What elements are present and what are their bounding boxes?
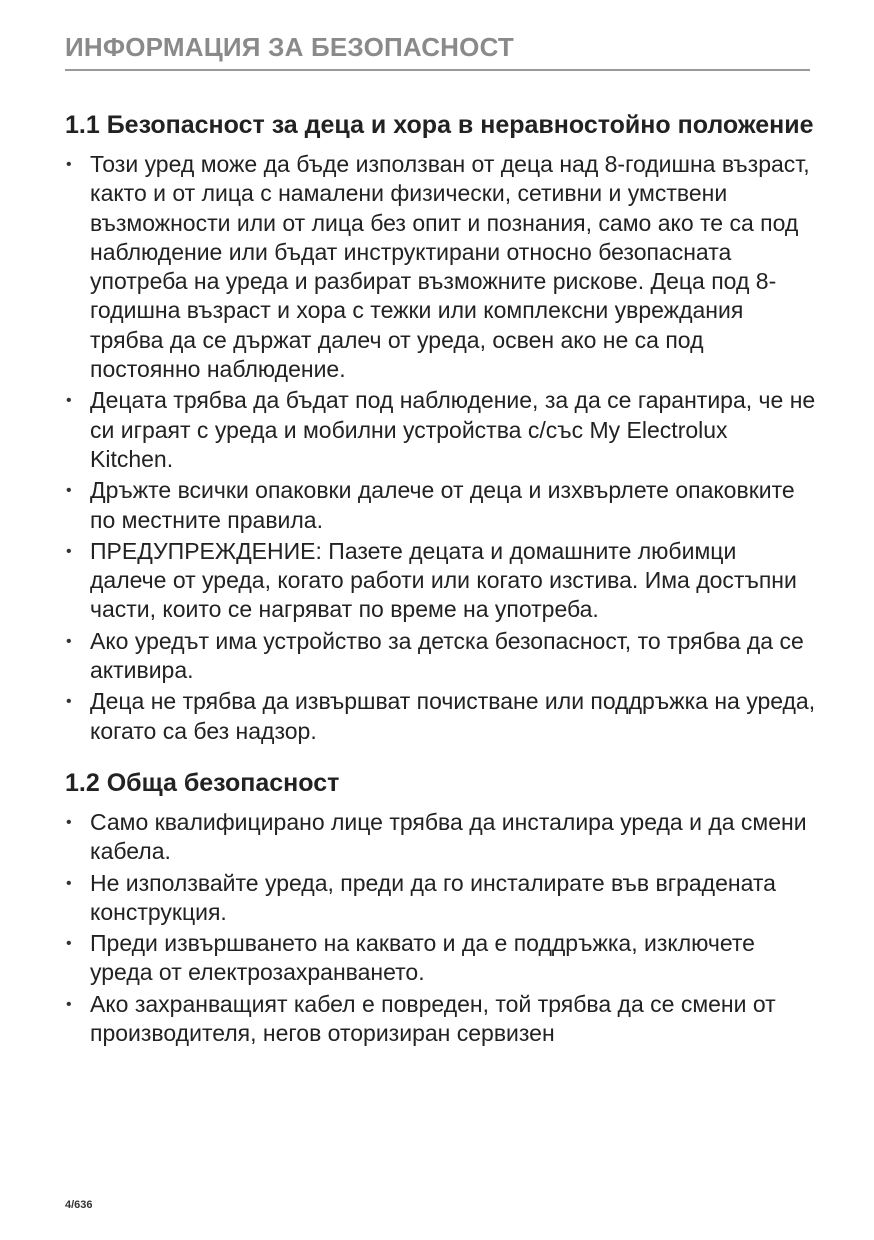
section-general-safety bbox=[65, 768, 817, 1048]
section-title: 1.1 Безопасност за деца и хора в неравностойно положение bbox=[65, 111, 814, 139]
bullet-icon: • bbox=[66, 156, 72, 173]
bullet-list bbox=[65, 150, 817, 746]
list-item bbox=[65, 627, 817, 686]
list-item bbox=[65, 687, 817, 746]
list-item bbox=[65, 929, 817, 988]
list-item bbox=[65, 150, 817, 384]
list-item-text: Само квалифицирано лице трябва да инсталира уреда и да смени кабела. bbox=[90, 808, 807, 865]
list-item-text: Ако захранващият кабел е повреден, той трябва да се смени от производителя, негов оторизиран сервизен bbox=[90, 990, 776, 1047]
bullet-icon: • bbox=[66, 813, 72, 831]
list-item bbox=[65, 386, 817, 474]
list-item-text: Ако уредът има устройство за детска безопасност, то трябва да се активира. bbox=[90, 627, 804, 684]
bullet-icon: • bbox=[66, 632, 72, 650]
bullet-icon: • bbox=[66, 995, 72, 1013]
list-item bbox=[65, 537, 817, 625]
list-item bbox=[65, 476, 817, 535]
list-item-text: Този уред може да бъде използван от деца над 8-годишна възраст, както и от лица с намалени физически, сетивни и умствени възможности или от лица без опит и познания, само ако те са под наблюдение или бъдат инструктирани относно безопасната употреба на уреда и разбират възможните рискове. Деца под 8-годишна възраст и хора с тежки или комплексни увреждания трябва да се държат далеч от уреда, освен ако не са под постоянно наблюдение. bbox=[90, 151, 810, 383]
section-title: 1.2 Обща безопасност bbox=[65, 768, 340, 797]
list-item bbox=[65, 990, 817, 1049]
list-item-text: Не използвайте уреда, преди да го инсталирате във вградената конструкция. bbox=[90, 869, 776, 925]
list-item-text: Преди извършването на каквато и да е поддръжка, изключете уреда от електрозахранването. bbox=[90, 930, 755, 986]
list-item-text: Дръжте всички опаковки далече от деца и изхвърлете опаковките по местните правила. bbox=[90, 477, 795, 533]
bullet-icon: • bbox=[66, 935, 72, 953]
bullet-icon: • bbox=[66, 693, 72, 711]
list-item-text: Деца не трябва да извършват почистване или поддръжка на уреда, когато са без надзор. bbox=[90, 688, 816, 744]
bullet-icon: • bbox=[66, 542, 72, 560]
section-child-safety bbox=[65, 110, 817, 746]
list-item bbox=[65, 869, 817, 928]
page-header bbox=[65, 32, 810, 71]
page-number: 4/636 bbox=[65, 1199, 93, 1211]
page-content bbox=[65, 110, 817, 1048]
list-item bbox=[65, 808, 817, 867]
bullet-icon: • bbox=[66, 392, 72, 410]
bullet-icon: • bbox=[66, 874, 72, 892]
page-header-title: ИНФОРМАЦИЯ ЗА БЕЗОПАСНОСТ bbox=[65, 32, 514, 62]
bullet-list bbox=[65, 808, 817, 1048]
list-item-text: Децата трябва да бъдат под наблюдение, за да се гарантира, че не си играят с уреда и мобилни устройства с/със My Electrolux Kitchen. bbox=[90, 387, 816, 472]
list-item-text: ПРЕДУПРЕЖДЕНИЕ: Пазете децата и домашните любимци далече от уреда, когато работи или когато изстива. Има достъпни части, които се нагряват по време на употреба. bbox=[90, 537, 797, 623]
bullet-icon: • bbox=[66, 482, 72, 500]
